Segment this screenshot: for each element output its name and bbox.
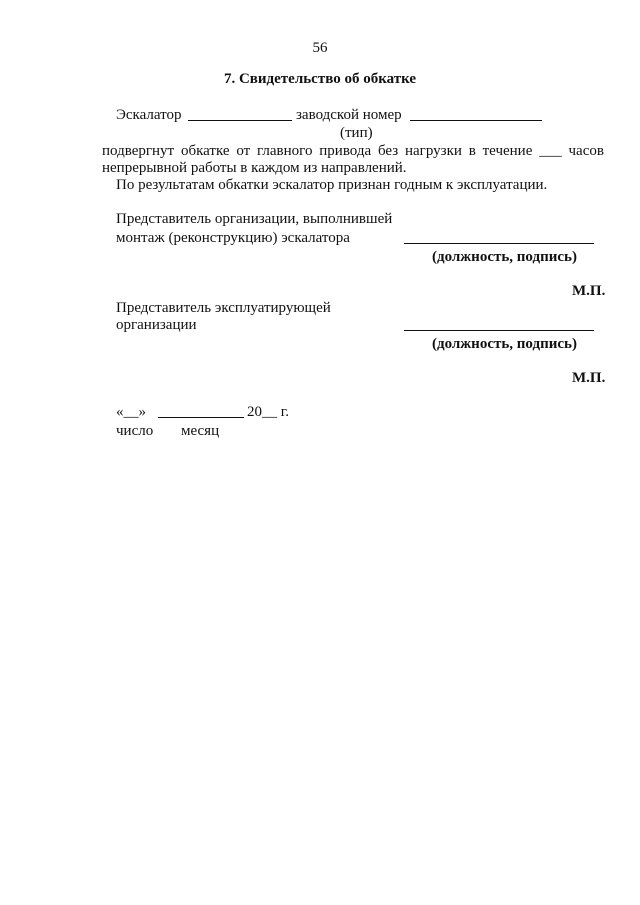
installer-rep-line-2: монтаж (реконструкцию) эскалатора [116, 230, 350, 246]
paragraph-word: главного [257, 143, 313, 159]
operator-signature-hint: (должность, подпись) [432, 336, 577, 352]
page-number: 56 [312, 40, 328, 56]
paragraph-word: обкатке [180, 143, 230, 159]
paragraph-word: от [236, 143, 251, 159]
date-month-blank [158, 417, 244, 418]
installer-signature-blank [404, 243, 594, 244]
operator-stamp-mark: М.П. [572, 370, 606, 386]
paragraph-line-2: непрерывной работы в каждом из направлений. [102, 160, 407, 176]
installer-rep-line-1: Представитель организации, выполнившей [116, 211, 393, 227]
date-month-label: месяц [181, 423, 220, 439]
date-year-field: 20__ г. [247, 404, 289, 420]
date-day-field: «__» [116, 404, 146, 420]
paragraph-word: нагрузки [405, 143, 462, 159]
installer-stamp-mark: М.П. [572, 283, 606, 299]
escalator-type-blank [188, 120, 292, 121]
paragraph-word: привода [319, 143, 372, 159]
paragraph-line-1 [102, 144, 604, 159]
date-day-label: число [116, 423, 154, 439]
installer-signature-hint: (должность, подпись) [432, 249, 577, 265]
operator-rep-line-2: организации [116, 317, 197, 333]
paragraph-word: течение [482, 143, 533, 159]
paragraph-word: подвергнут [102, 143, 175, 159]
serial-number-blank [410, 120, 542, 121]
type-hint: (тип) [340, 125, 373, 141]
serial-number-label: заводской номер [296, 107, 402, 123]
paragraph-word: в [468, 143, 476, 159]
section-heading: 7. Свидетельство об обкатке [223, 71, 417, 87]
paragraph-line-3: По результатам обкатки эскалатор признан годным к эксплуатации. [116, 177, 548, 193]
paragraph-word: без [377, 143, 399, 159]
escalator-label: Эскалатор [116, 107, 182, 123]
operator-signature-blank [404, 330, 594, 331]
paragraph-word: ___ [539, 143, 562, 159]
operator-rep-line-1: Представитель эксплуатирующей [116, 300, 331, 316]
paragraph-word: часов [568, 143, 604, 159]
